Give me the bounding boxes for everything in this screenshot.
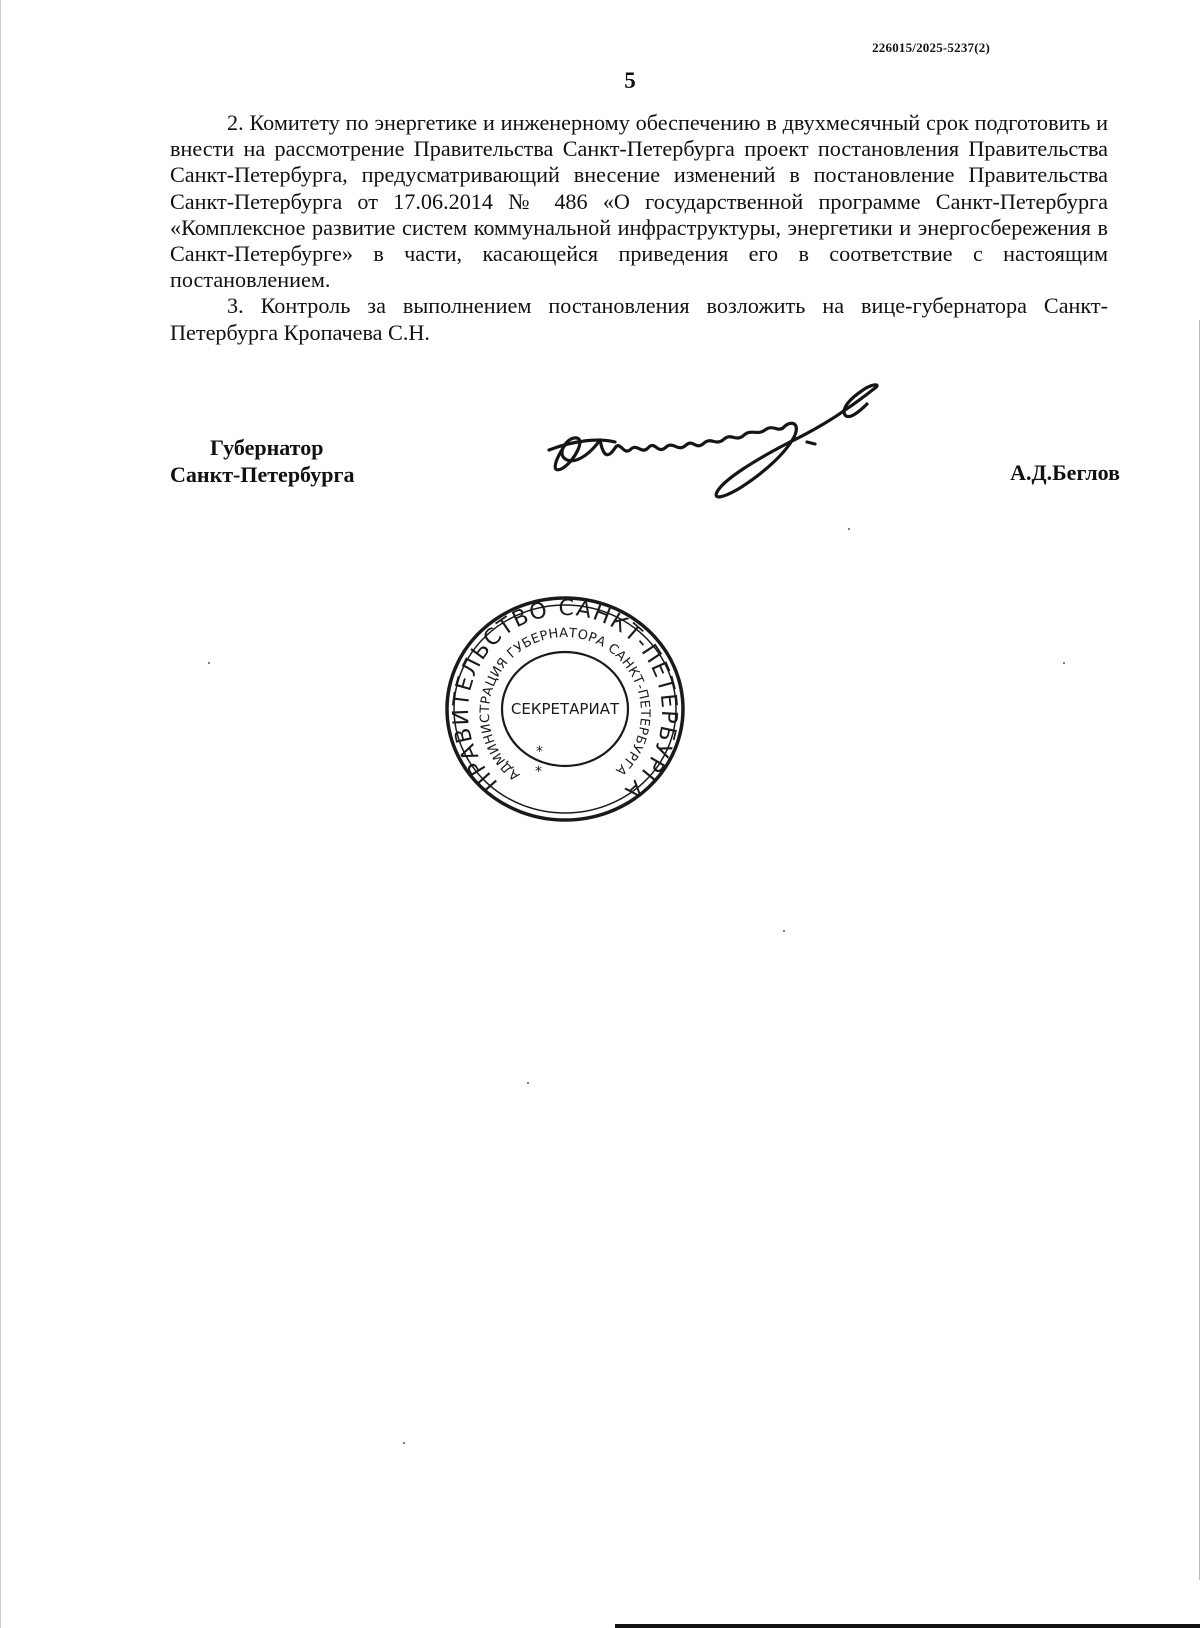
signer-position (170, 434, 390, 488)
signer-name: А.Д.Беглов (1010, 460, 1120, 485)
scan-speck (208, 662, 210, 664)
scan-speck (1063, 662, 1065, 664)
scan-speck (783, 930, 785, 932)
scan-speck (403, 1442, 405, 1444)
signer-position-line2: Санкт-Петербурга (170, 462, 355, 487)
paragraph-2: 2. Комитету по энергетике и инженерному обеспечению в двухмесячный срок подготовить и внести на рассмотрение Правительства Санкт-Петербурга проект постановления Правительства Санкт-Петербурга, предусматривающий внесение изменений в постановление Правительства Санкт-Петербурга от 17.06.2014 № 486 «О государственной программе Санкт-Петербурга «Комплексное развитие систем коммунальной инфраструктуры, энергетики и энергосбережения в Санкт-Петербурге» в части, касающейся приведения его в соответствие с настоящим постановлением. (170, 110, 1108, 293)
document-body (170, 110, 1108, 346)
scan-edge-left (0, 0, 1, 1628)
paragraph-3: 3. Контроль за выполнением постановления возложить на вице-губернатора Санкт-Петербурга Кропачева С.Н. (170, 293, 1108, 345)
scan-speck (848, 528, 850, 530)
document-number: 226015/2025-5237(2) (872, 40, 990, 55)
page-number: 5 (624, 68, 636, 93)
scan-speck (527, 1082, 529, 1084)
official-seal-stamp (443, 594, 687, 824)
svg-text:*: * (536, 744, 543, 760)
scan-edge-bottom (615, 1624, 1200, 1628)
svg-text:*: * (535, 764, 542, 780)
signer-position-line1: Губернатор (210, 435, 324, 460)
stamp-inner-text: АДМИНИСТРАЦИЯ ГУБЕРНАТОРА САНКТ-ПЕТЕРБУРГА (477, 625, 653, 784)
stamp-center-text: СЕКРЕТАРИАТ (510, 700, 620, 718)
handwritten-signature (545, 380, 915, 510)
stamp-outer-text: ПРАВИТЕЛЬСТВО САНКТ-ПЕТЕРБУРГА (448, 595, 682, 805)
